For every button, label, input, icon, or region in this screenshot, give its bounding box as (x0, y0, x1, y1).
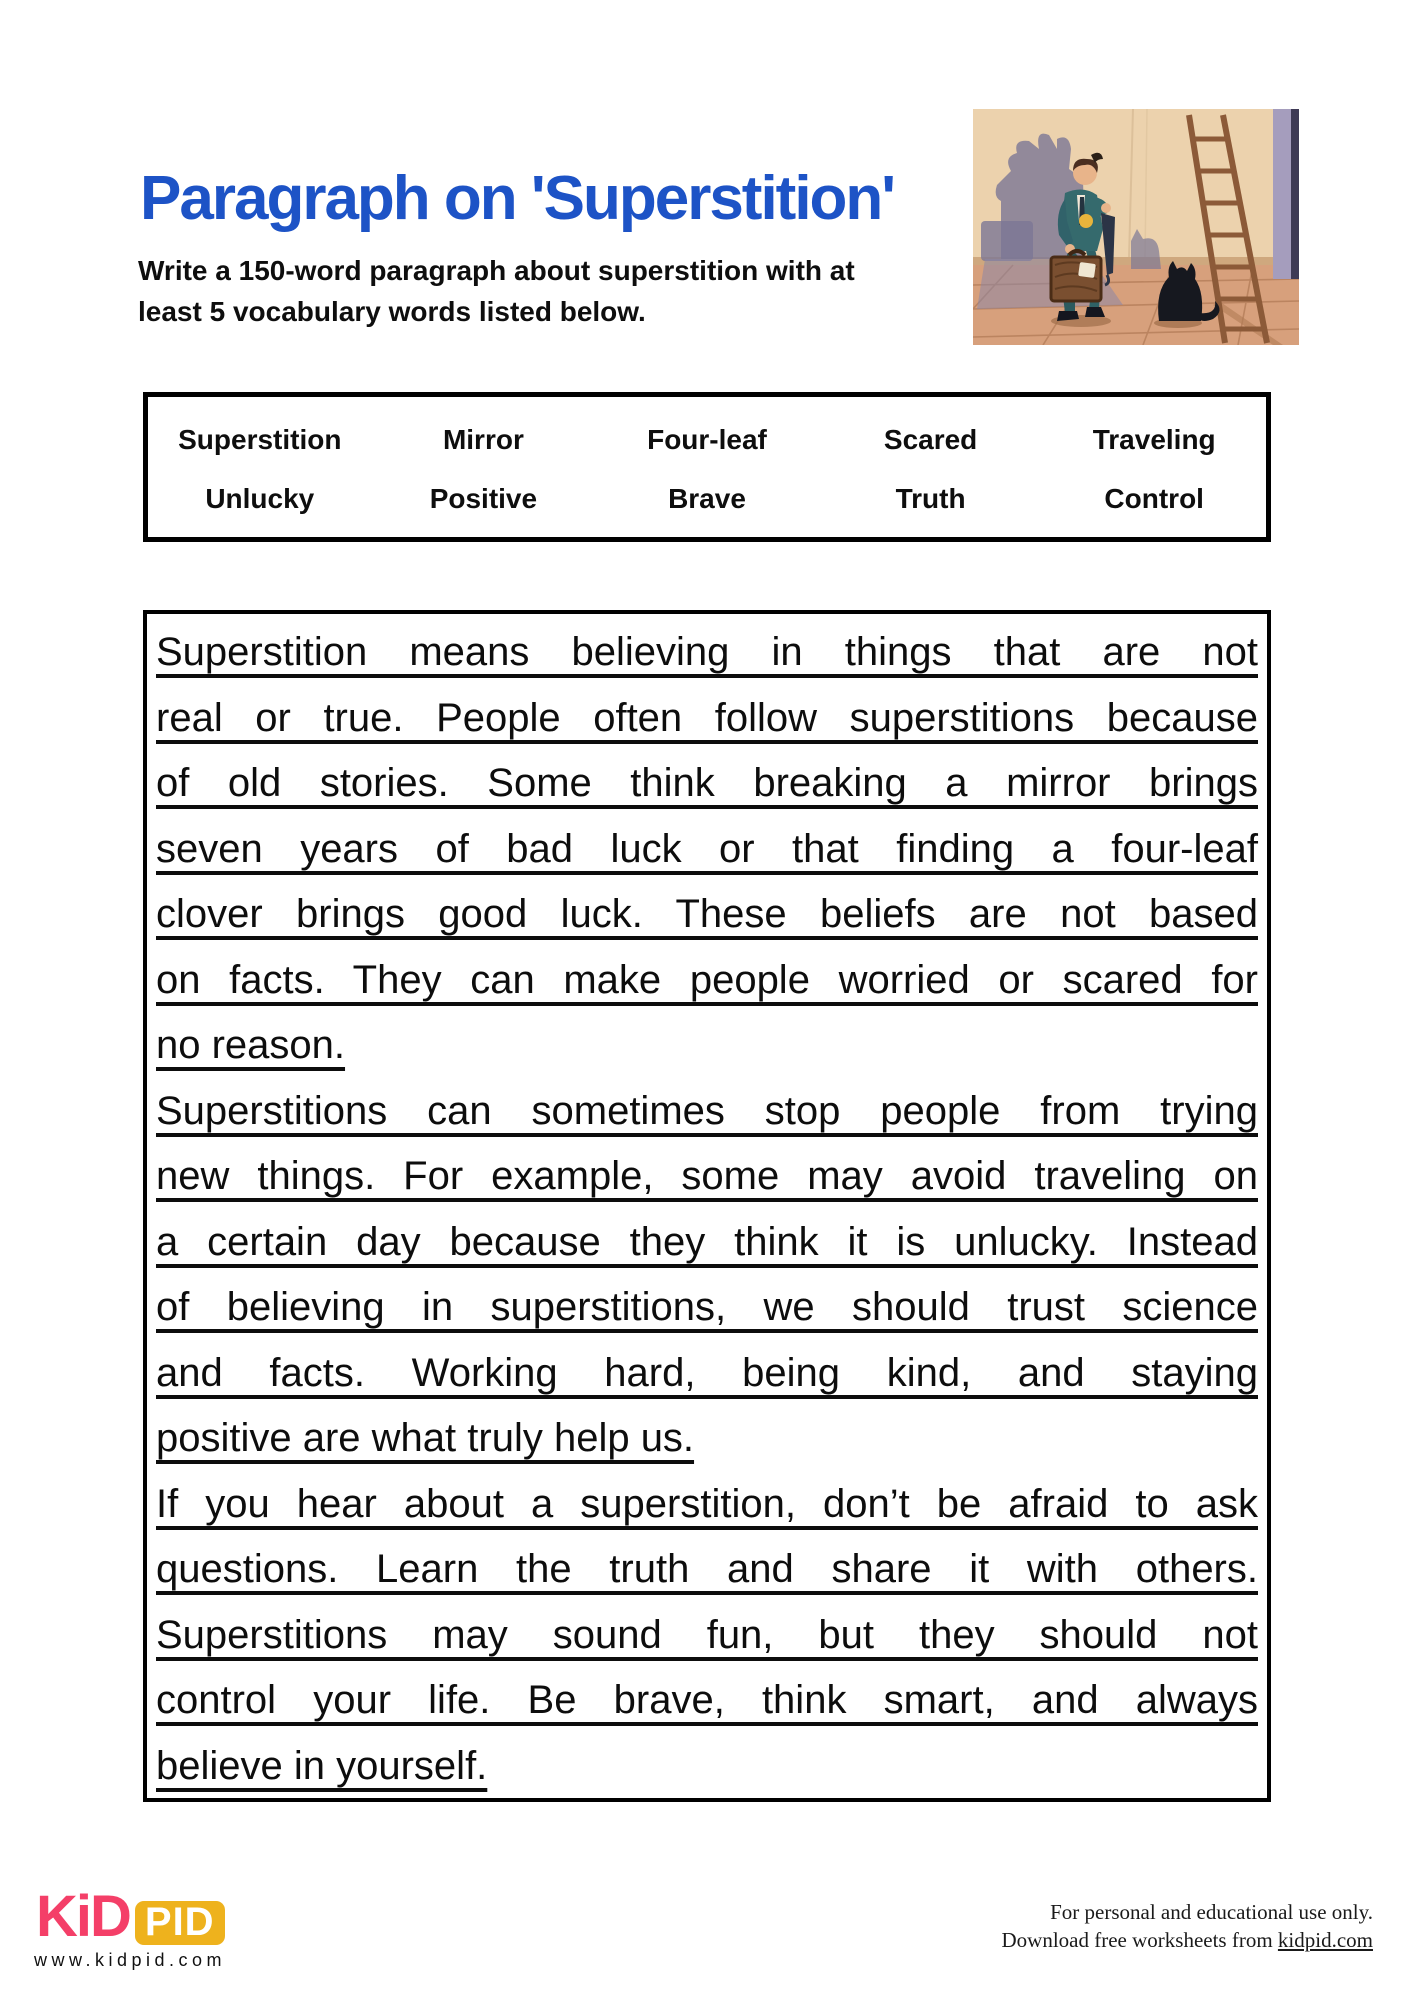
vocab-word: Traveling (1092, 423, 1216, 455)
kidpid-logo (36, 1884, 225, 1949)
paragraph-line: new things. For example, some may avoid traveling on (156, 1154, 1258, 1198)
paragraph-line: clover brings good luck. These beliefs are not based (156, 892, 1258, 936)
paragraph-line: seven years of bad luck or that finding a four-leaf (156, 826, 1258, 871)
paragraph-line: on facts. They can make people worried or scared for (156, 957, 1258, 1002)
vocab-word: Superstition (178, 423, 342, 455)
instructions-line-1: Write a 150-word paragraph about superstition with at (138, 255, 855, 286)
paragraph-line: control your life. Be brave, think smart, and always (156, 1678, 1258, 1722)
paragraph-line: questions. Learn the truth and share it with others. (156, 1547, 1258, 1591)
paragraph-line: of old stories. Some think breaking a mirror brings (156, 761, 1258, 805)
vocab-word: Mirror (442, 423, 524, 455)
paragraph-answer-box (143, 610, 1271, 1802)
vocabulary-box (143, 392, 1271, 542)
kidpid-logo-pid: PID (135, 1901, 225, 1945)
instructions (138, 250, 855, 332)
paragraph-line: Superstition means believing in things that are not (156, 630, 1258, 674)
paragraph-line: Superstitions may sound fun, but they should not (156, 1612, 1258, 1657)
door-frame (1273, 109, 1293, 279)
paragraph-line: Superstitions can sometimes stop people from trying (156, 1088, 1258, 1133)
vocab-word: Truth (895, 482, 966, 514)
website-url: www.kidpid.com (34, 1950, 227, 1970)
vocab-word: Unlucky (205, 482, 315, 514)
illustration-svg (973, 109, 1299, 345)
door-frame-shadow (1291, 109, 1299, 279)
footer-note-line-1: For personal and educational use only. (1050, 1900, 1373, 1924)
paragraph-line: If you hear about a superstition, don’t be afraid to ask (156, 1481, 1258, 1526)
vocab-word: Four-leaf (647, 423, 767, 455)
paragraph-line: and facts. Working hard, being kind, and staying (156, 1350, 1258, 1395)
paragraph-line: a certain day because they think it is unlucky. Instead (156, 1219, 1258, 1264)
paragraph-line: of believing in superstitions, we should trust science (156, 1285, 1258, 1329)
footer-note (1002, 1898, 1374, 1954)
instructions-line-2: least 5 vocabulary words listed below. (138, 296, 646, 327)
kidpid-logo-kid: KiD (36, 1884, 130, 1949)
briefcase-shadow (981, 221, 1033, 261)
paragraph-line: no reason. (156, 1023, 346, 1067)
paragraph-line: real or true. People often follow superstitions because (156, 695, 1258, 740)
kidpid-link[interactable]: kidpid.com (1277, 1928, 1373, 1952)
paragraph-line: believe in yourself. (156, 1743, 488, 1788)
vocab-word: Positive (429, 482, 538, 514)
briefcase (1051, 251, 1101, 301)
vocab-word: Brave (668, 482, 746, 514)
paragraph-line: positive are what truly help us. (156, 1416, 695, 1460)
vocab-word: Scared (883, 423, 978, 455)
footer-note-line-2-text: Download free worksheets from (1001, 1928, 1278, 1952)
footer-note-line-2 (1002, 1926, 1374, 1954)
superstition-illustration (973, 109, 1299, 345)
page-title: Paragraph on 'Superstition' (140, 164, 895, 233)
vocab-word: Control (1104, 482, 1204, 514)
